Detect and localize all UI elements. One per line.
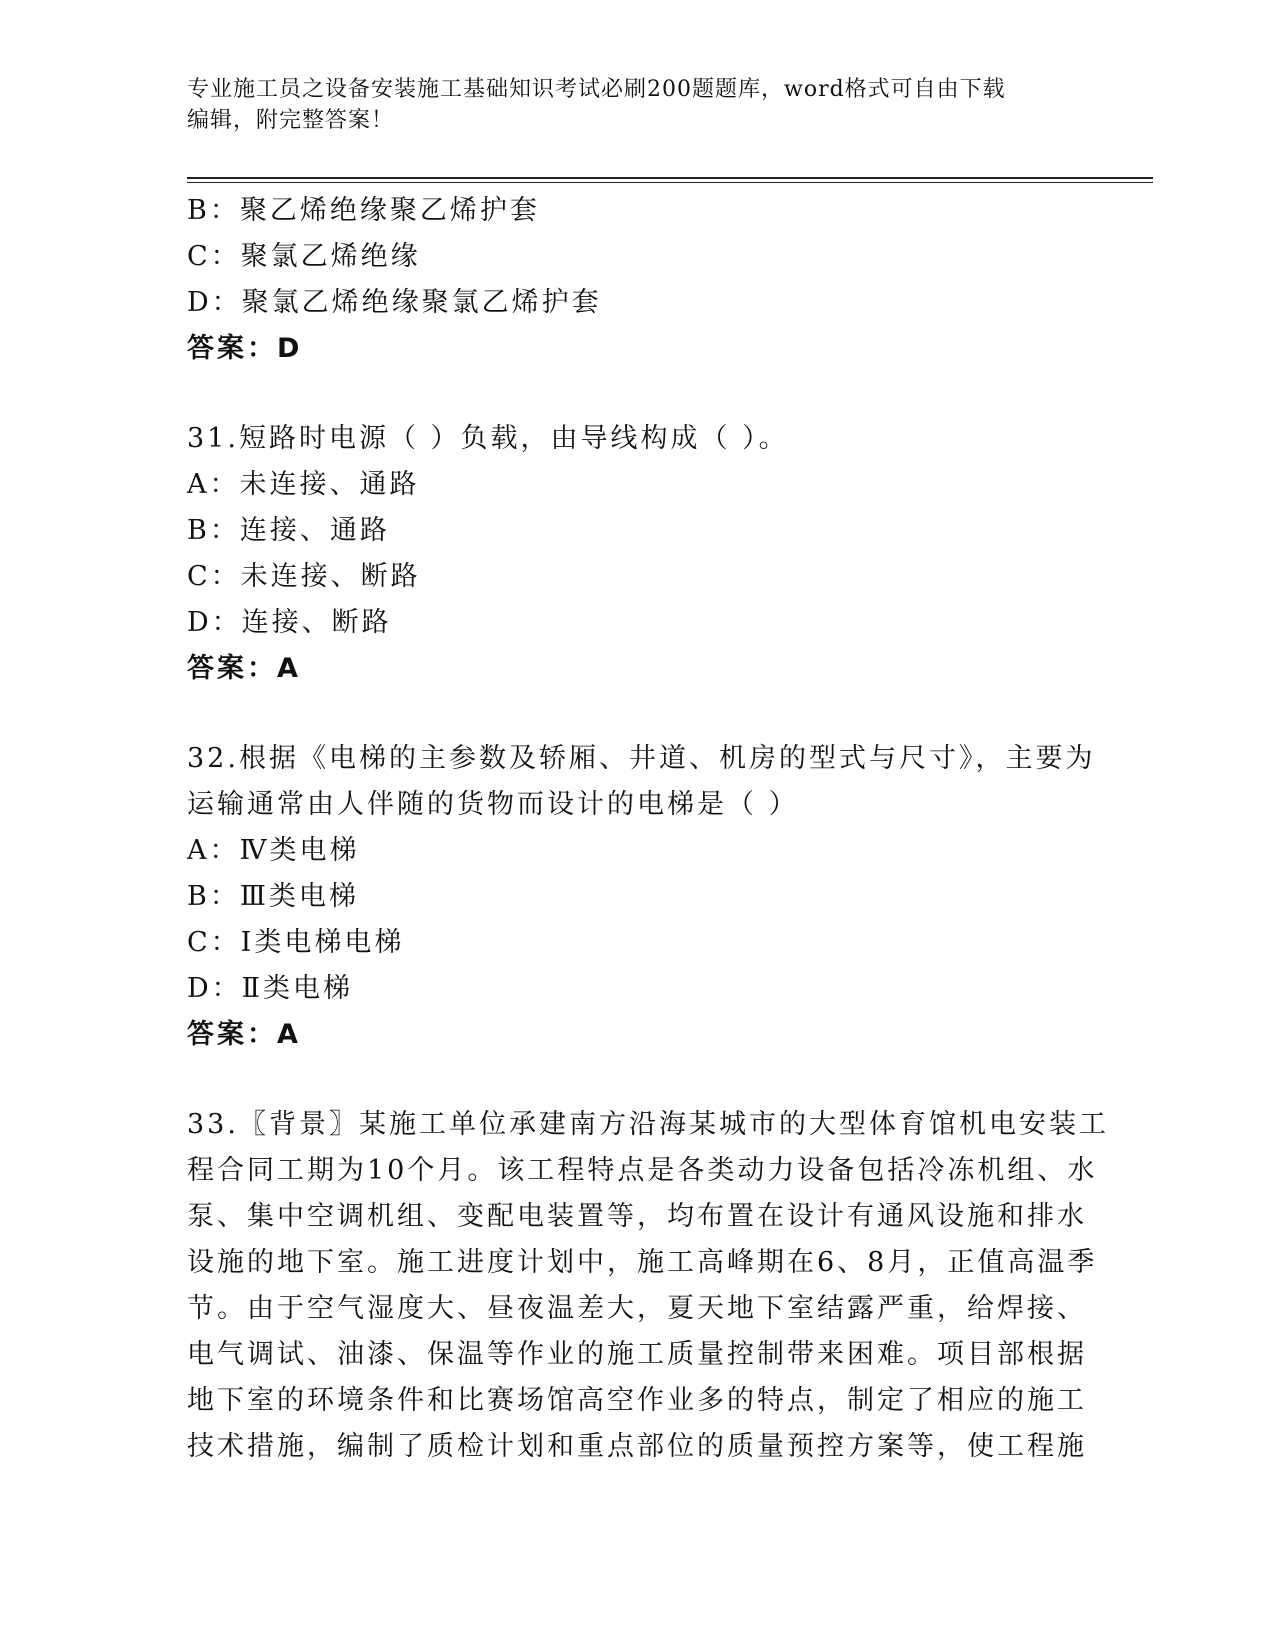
q32-option-a: A：Ⅳ类电梯: [187, 835, 360, 866]
q32-option-d: D：Ⅱ类电梯: [187, 973, 353, 1004]
q31-option-d: D：连接、断路: [187, 607, 392, 638]
header-rule-thin: [187, 182, 1153, 183]
q31-option-a: A：未连接、通路: [187, 469, 420, 500]
question-33: [187, 1102, 1109, 1470]
q32-option-c: C：Ⅰ类电梯电梯: [187, 927, 405, 958]
q33-line: 电气调试、油漆、保温等作业的施工质量控制带来困难。项目部根据: [187, 1339, 1087, 1370]
header-line-1: 专业施工员之设备安装施工基础知识考试必刷200题题库，word格式可自由下载: [187, 77, 1006, 102]
spacer: [187, 692, 1077, 736]
page-content: [187, 188, 1109, 1470]
q32-stem-line-1: 32.根据《电梯的主参数及轿厢、井道、机房的型式与尺寸》，主要为: [187, 743, 1096, 774]
q31-option-b: B：连接、通路: [187, 515, 390, 546]
q31-stem: 31.短路时电源（ ）负载，由导线构成（ ）。: [187, 423, 789, 454]
question-32: [187, 736, 1096, 1058]
q31-option-c: C：未连接、断路: [187, 561, 421, 592]
spacer: [187, 372, 1077, 416]
q32-stem-line-2: 运输通常由人伴随的货物而设计的电梯是（ ）: [187, 789, 799, 820]
header-line-2: 编辑，附完整答案！: [187, 108, 395, 133]
q33-line: 泵、集中空调机组、变配电装置等，均布置在设计有通风设施和排水: [187, 1201, 1087, 1232]
q33-line: 程合同工期为10个月。该工程特点是各类动力设备包括冷冻机组、水: [187, 1155, 1098, 1186]
q30-answer: 答案：D: [187, 333, 303, 364]
q33-line: 技术措施，编制了质检计划和重点部位的质量预控方案等，使工程施: [187, 1431, 1087, 1462]
q33-line: 节。由于空气湿度大、昼夜温差大，夏天地下室结露严重，给焊接、: [187, 1293, 1087, 1324]
question-30: [187, 188, 1077, 372]
q31-answer: 答案：A: [187, 653, 301, 684]
q30-option-b: B：聚乙烯绝缘聚乙烯护套: [187, 195, 540, 226]
document-header: [187, 74, 1087, 136]
header-rule-thick: [187, 177, 1153, 179]
question-31: [187, 416, 1077, 692]
q33-line: 地下室的环境条件和比赛场馆高空作业多的特点，制定了相应的施工: [187, 1385, 1087, 1416]
q32-option-b: B：Ⅲ类电梯: [187, 881, 359, 912]
q33-line: 设施的地下室。施工进度计划中，施工高峰期在6、8月，正值高温季: [187, 1247, 1098, 1278]
q30-option-d: D：聚氯乙烯绝缘聚氯乙烯护套: [187, 287, 602, 318]
q30-option-c: C：聚氯乙烯绝缘: [187, 241, 421, 272]
q32-answer: 答案：A: [187, 1019, 301, 1050]
q33-line: 33.〖背景〗某施工单位承建南方沿海某城市的大型体育馆机电安装工: [187, 1109, 1109, 1140]
spacer: [187, 1058, 1077, 1102]
